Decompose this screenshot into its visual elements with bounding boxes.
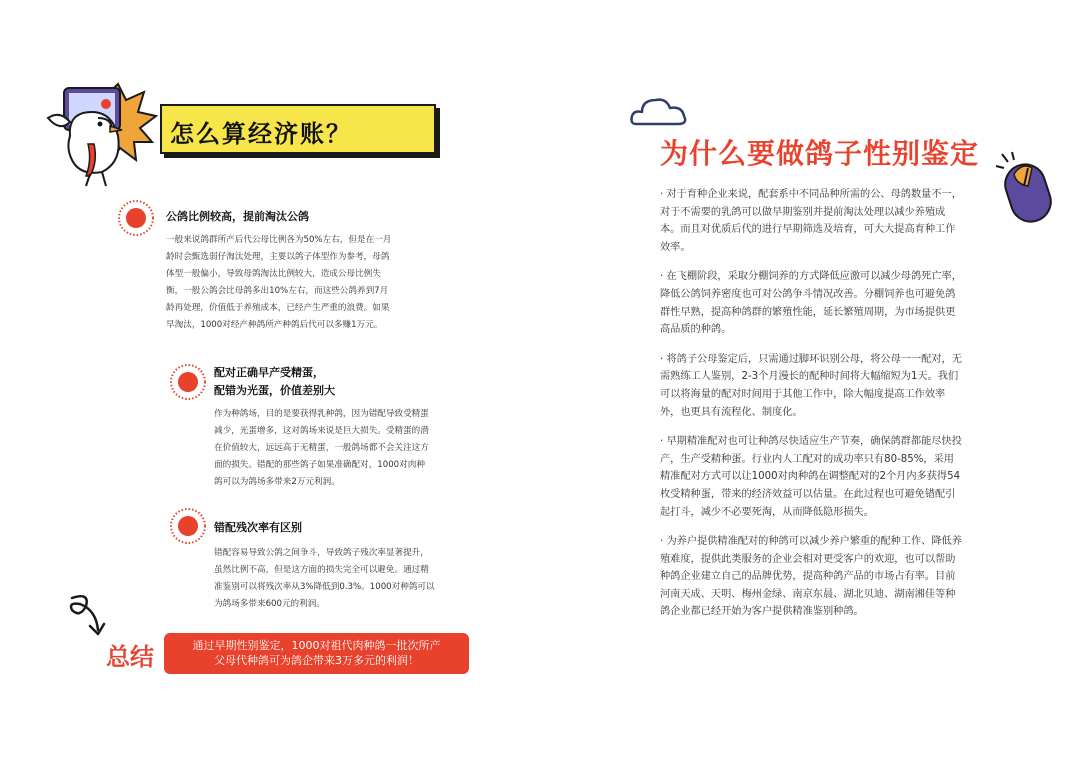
sunburst-bullet-icon [118,200,154,236]
summary-box: 通过早期性别鉴定，1000对祖代肉种鸽一批次所产 父母代种鸽可为鸽企带来3万多元的利润！ [164,633,469,674]
paragraph: · 早期精准配对也可让种鸽尽快适应生产节奏，确保鸽群都能尽快投 产，生产受精种蛋。行业内人工配对的成功率只有80-85%，采用 精准配对方式可以让1000对肉种鸽在调整配对的2个月内多获得54 枚受精种蛋，带来的经济效益可以估量。在此过程也可避免错配引 起打斗，减少不必要死淘，从而降低隐形损失。 [660,436,962,518]
paragraph: · 为养户提供精准配对的种鸽可以减少养户繁重的配种工作、降低养 殖难度，提供此类服务的企业会相对更受客户的欢迎，也可以帮助 种鸽企业建立自己的品牌优势，提高种鸽产品的市场占有率。目前 河南天成、天明、梅州金绿、南京东晨、湖北贝迪、湖南湘佳等种 鸽企业都已经开始为客户提供精准鉴别种鸽。 [660,536,962,618]
section-2-title: 配对正确早产受精蛋， 配错为光蛋，价值差别大 [214,366,335,397]
paragraph: · 将鸽子公母鉴定后，只需通过脚环识别公母，将公母一一配对，无 需熟练工人鉴别，2-3个月漫长的配种时间将大幅缩短为1天。我们 可以将海量的配对时间用于其他工作中，除大幅度提高工作效率 外，也更具有流程化、制度化。 [660,353,962,418]
section-3-body: 错配容易导致公鸽之间争斗，导致鸽子残次率显著提升， 虽然比例不高，但是这方面的损失完全可以避免。通过精 准鉴别可以将残次率从3%降低到0.3%。1000对种鸽可以 为鸽场多带来600元的利润。 [214,548,435,609]
computer-mouse-icon [994,150,1054,226]
curly-arrow-icon [66,592,110,640]
sunburst-bullet-icon [170,508,206,544]
section-heading-box [160,104,436,154]
sunburst-bullet-icon [170,364,206,400]
paragraph: · 在飞棚阶段，采取分棚饲养的方式降低应激可以减少母鸽死亡率， 降低公鸽饲养密度也可对公鸽争斗情况改善。分棚饲养也可避免鸽 群性早熟，提高种鸽群的繁殖性能，延长繁殖周期，为市场提供更 高品质的种鸽。 [660,271,962,336]
cloud-icon [630,92,690,132]
right-heading: 为什么要做鸽子性别鉴定 [660,137,980,170]
section-1-body: 一般来说鸽群所产后代公母比例各为50%左右，但是在一月 龄时会甄选弱仔淘汰处理，主要以鸽子体型作为参考，母鸽 体型一般偏小，导致母鸽淘汰比例较大，造成公母比例失 衡，一般公鸽会比母鸽多出10%左右，而这些公鸽养到7月 龄再处理，价值低于养殖成本，已经产生严重的浪费。如果 早淘汰，1000对经产种鸽所产种鸽后代可以多赚1万元。 [166,235,392,330]
left-heading: 怎么算经济账？ [170,120,352,148]
right-body [660,186,986,633]
section-1-title: 公鸽比例较高，提前淘汰公鸽 [166,210,309,223]
pigeon-with-screen-illustration [40,82,160,190]
paragraph: · 对于育种企业来说，配套系中不同品种所需的公、母鸽数量不一， 对于不需要的乳鸽可以做早期鉴别并提前淘汰处理以减少养殖成 本。而且对优质后代的进行早期筛选及培育，可大大提高育种工作 效率。 [660,189,962,253]
section-3-title: 错配残次率有区别 [214,521,302,534]
section-2-body: 作为种鸽场，目的是要获得乳种鸽，因为错配导致受精蛋 减少，光蛋增多，这对鸽场来说是巨大损失。受精蛋的潜 在价值较大，远远高于无精蛋，一般鸽场都不会关注这方 面的损失。错配的那些鸽子如果准确配对，1000对肉种 鸽可以为鸽场多带来2万元利润。 [214,409,429,487]
summary-label: 总结 [106,643,154,671]
